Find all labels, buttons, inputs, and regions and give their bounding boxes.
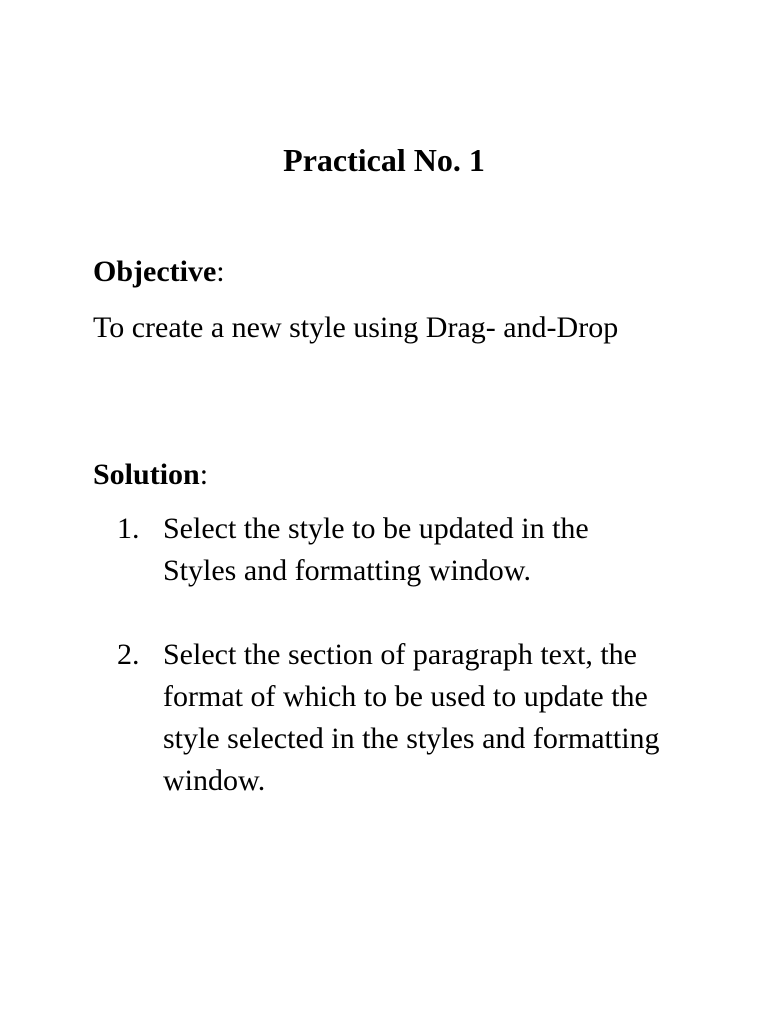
objective-heading — [93, 252, 225, 292]
step-number: 1. — [117, 512, 140, 545]
solution-colon: : — [199, 458, 209, 491]
step-text: Select the style to be updated in the Styles and formatting window. — [163, 512, 589, 587]
step-text: Select the section of paragraph text, the format of which to be used to update the style selected in the styles and formatting window. — [163, 638, 660, 797]
objective-colon: : — [216, 255, 225, 288]
solution-steps-list — [0, 508, 768, 802]
step-number: 2. — [117, 638, 140, 671]
objective-label: Objective — [93, 255, 217, 288]
solution-heading — [93, 455, 208, 495]
list-item — [0, 508, 768, 592]
page-title: Practical No. 1 — [283, 142, 485, 178]
solution-label: Solution — [93, 458, 200, 491]
list-item — [0, 634, 768, 802]
objective-text: To create a new style using Drag- and-Drop — [93, 311, 619, 344]
